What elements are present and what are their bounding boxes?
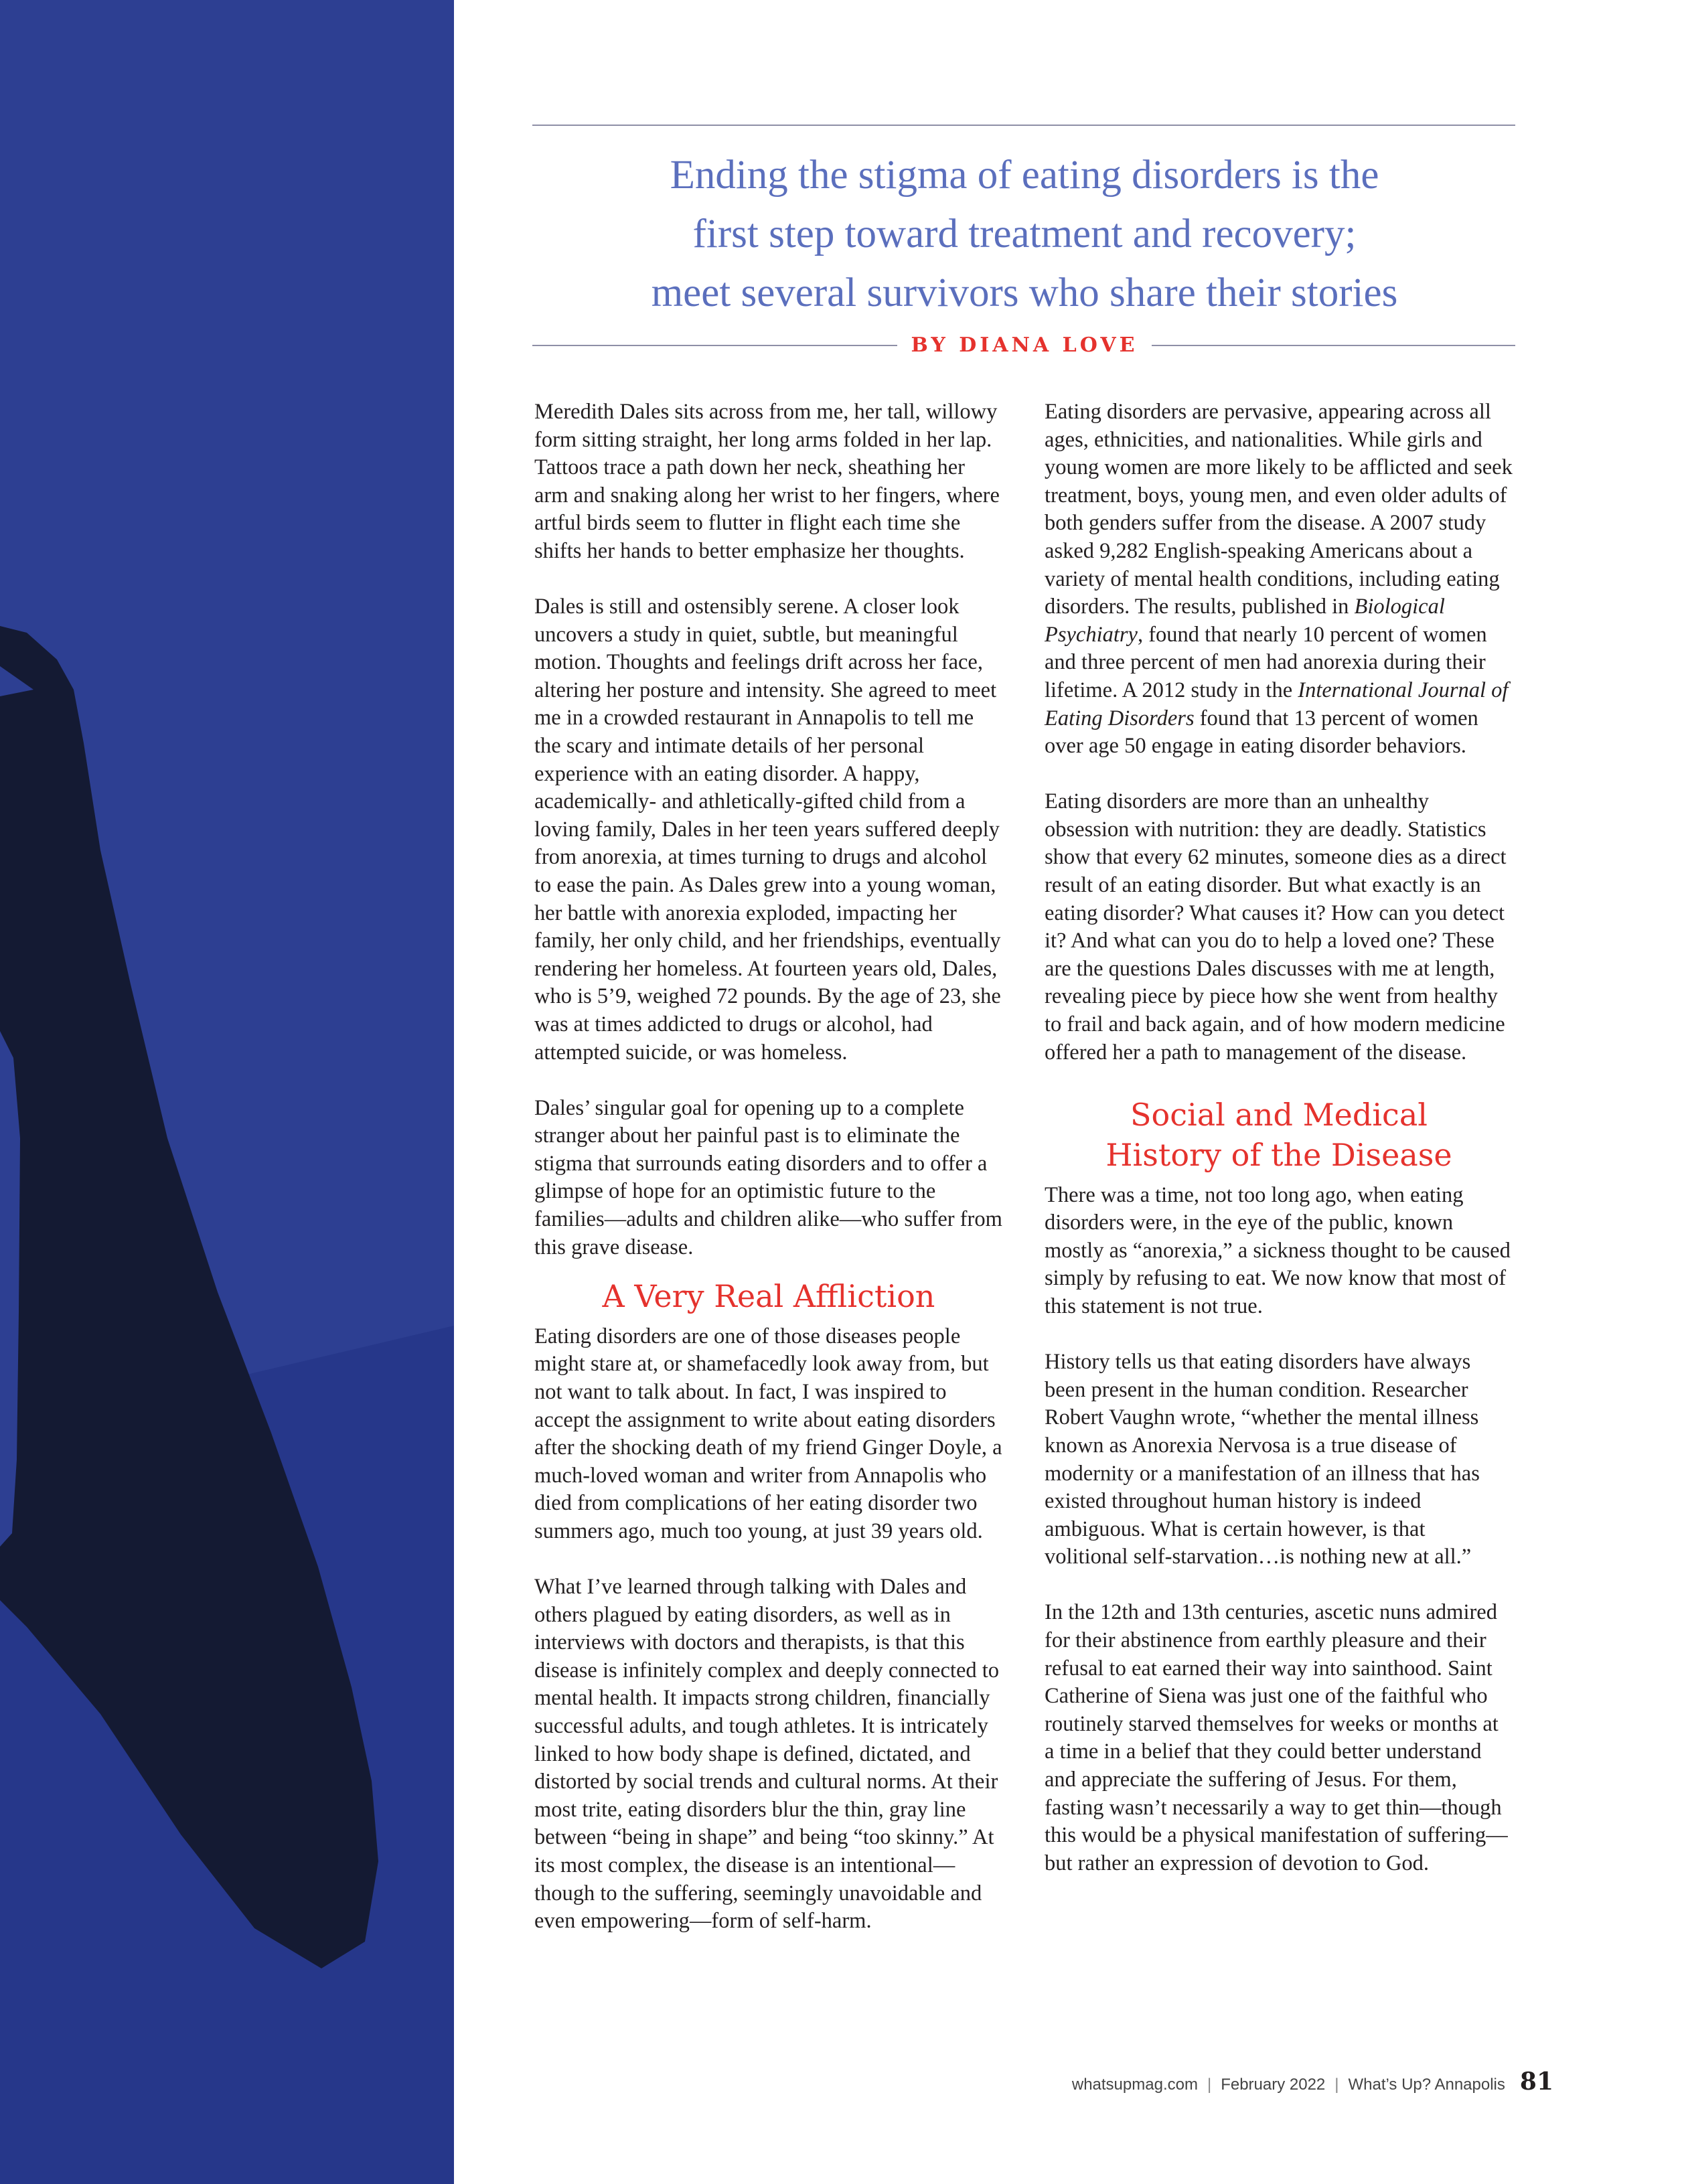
- byline: BY DIANA LOVE: [911, 333, 1138, 357]
- footer-separator: |: [1334, 2076, 1339, 2094]
- section-heading-affliction: A Very Real Affliction: [602, 1277, 935, 1314]
- column-left: [534, 398, 1003, 1963]
- publication-title: International Journal of Eating Disorders: [1045, 678, 1509, 730]
- page-footer: [937, 2068, 1553, 2096]
- byline-rule-left: [532, 345, 897, 346]
- article-dek: [532, 146, 1517, 323]
- paragraph: Dales’ singular goal for opening up to a complete stranger about her painful past is to eliminate the stigma that surrounds eating disorders and to offer a glimpse of hope for an optimistic future to the families—adults and children alike—who suffer from this grave disease.: [534, 1095, 1002, 1259]
- footer-publication: What’s Up? Annapolis: [1348, 2076, 1505, 2094]
- section-heading-history: [1045, 1095, 1513, 1175]
- paragraph: [1045, 398, 1513, 761]
- footer-separator: |: [1207, 2076, 1212, 2094]
- dek-line-2: first step toward treatment and recovery;: [692, 212, 1357, 256]
- paragraph: Eating disorders are more than an unhealthy obsession with nutrition: they are deadly. Statistics show that every 62 minutes, someone dies as a direct result of an eating disorder. But what exactly is an eating disorder? What causes it? How can you detect it? And what can you do to help a loved one? These are the questions Dales discusses with me at length, revealing piece by piece how she went from healthy to frail and back again, and of how modern medicine offered her a path to management of the disease.: [1045, 789, 1507, 1065]
- top-rule: [532, 125, 1515, 126]
- dek-line-3: meet several survivors who share their stories: [651, 270, 1398, 315]
- byline-rule-right: [1152, 345, 1515, 346]
- text-run: , found that nearly 10 percent of women and three percent of men had anorexia during their lifetime. A 2012 study in the: [1045, 622, 1487, 702]
- paragraph: Dales is still and ostensibly serene. A closer look uncovers a study in quiet, subtle, but meaningful motion. Thoughts and feelings drift across her face, altering her posture and intensity. She agreed to meet me in a crowded restaurant in Annapolis to tell me the scary and intimate details of her personal experience with an eating disorder. A happy, academically- and athletically-gifted child from a loving family, Dales in her teen years suffered deeply from anorexia, at times turning to drugs and alcohol to ease the pain. As Dales grew into a young woman, her battle with anorexia exploded, impacting her family, her only child, and her friendships, eventually rendering her homeless. At fourteen years old, Dales, who is 5’9, weighed 72 pounds. By the age of 23, she was at times addicted to drugs or alcohol, had attempted suicide, or was homeless.: [534, 595, 1001, 1065]
- footer-site-link[interactable]: whatsupmag.com: [1071, 2076, 1198, 2094]
- illustration-panel: [0, 0, 454, 2184]
- paragraph: Meredith Dales sits across from me, her tall, willowy form sitting straight, her long arms folded in her lap. Tattoos trace a path down her neck, sheathing her arm and snaking along her wrist to her fingers, where artful birds seem to flutter in flight each time she shifts her hands to better emphasize her thoughts.: [534, 400, 1000, 563]
- heading-line: Social and Medical: [1130, 1096, 1428, 1133]
- publication-title: Biological Psychiatry: [1045, 595, 1445, 647]
- paragraph: What I’ve learned through talking with Dales and others plagued by eating disorders, as well as in interviews with doctors and therapists, is that this disease is infinitely complex and deeply connected to mental health. It impacts strong children, financially successful adults, and tough athletes. It is intricately linked to how body shape is defined, dictated, and distorted by social trends and cultural norms. At their most trite, eating disorders blur the thin, gray line between “being in shape” and being “too skinny.” At its most complex, the disease is an intentional—though to the suffering, seemingly unavoidable and even empowering—form of self-harm.: [534, 1574, 1000, 1934]
- dek-line-1: Ending the stigma of eating disorders is the: [670, 153, 1379, 198]
- paragraph: In the 12th and 13th centuries, ascetic nuns admired for their abstinence from earthly pleasure and their refusal to eat earned their way into sainthood. Saint Catherine of Siena was just one of the faithful who routinely starved themselves for weeks or months at a time in a belief that they could better understand and appreciate the suffering of Jesus. For them, fasting wasn’t necessarily a way to get thin—though this would be a physical manifestation of suffering—but rather an expression of devotion to God.: [1045, 1600, 1508, 1875]
- column-right: [1045, 398, 1513, 1905]
- paragraph: Eating disorders are one of those diseases people might stare at, or shamefacedly look away from, but not want to talk about. In fact, I was inspired to accept the assignment to write about eating disorders after the shocking death of my friend Ginger Doyle, a much-loved woman and writer from Annapolis who died from complications of her eating disorder two summers ago, much too young, at just 39 years old.: [534, 1324, 1002, 1543]
- text-run: found that 13 percent of women over age 50 engage in eating disorder behaviors.: [1045, 706, 1478, 759]
- footer-issue: February 2022: [1221, 2076, 1326, 2094]
- silhouette-illustration: [0, 0, 454, 2184]
- page-number: 81: [1519, 2068, 1553, 2096]
- text-run: Eating disorders are pervasive, appearing across all ages, ethnicities, and nationalities. While girls and young women are more likely to be afflicted and seek treatment, boys, young men, and even older adults of both genders suffer from the disease. A 2007 study asked 9,282 English-speaking Americans about a variety of mental health conditions, including eating disorders. The results, published in: [1045, 400, 1513, 619]
- paragraph: History tells us that eating disorders have always been present in the human condition. Researcher Robert Vaughn wrote, “whether the mental illness known as Anorexia Nervosa is a true disease of modernity or a manifestation of an illness that has existed throughout human history is indeed ambiguous. What is certain however, is that volitional self-starvation…is nothing new at all.”: [1045, 1350, 1480, 1569]
- paragraph: There was a time, not too long ago, when eating disorders were, in the eye of the public, known mostly as “anorexia,” a sickness thought to be caused simply by refusing to eat. We now know that most of this statement is not true.: [1045, 1182, 1511, 1319]
- heading-line: History of the Disease: [1105, 1136, 1452, 1173]
